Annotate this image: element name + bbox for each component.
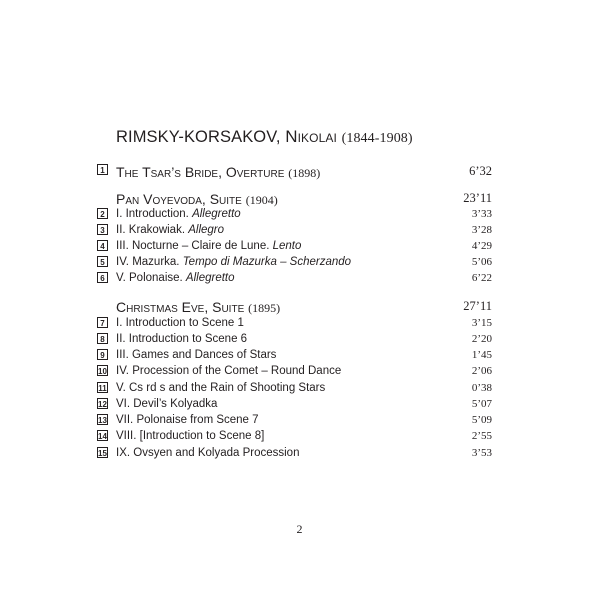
work-year: (1898) [288,166,321,180]
track-duration: 3’15 [471,317,492,329]
track-row [0,164,599,180]
track-row [0,208,599,224]
track-row [0,256,599,272]
track-number-box: 9 [97,349,108,360]
track-number-box: 6 [97,272,108,283]
work-title: Christmas Eve, Suite [116,299,245,315]
track-number-box: 3 [97,224,108,235]
track-title: VI. Devil’s Kolyadka [116,398,218,410]
track-row [0,398,599,414]
track-number-box: 4 [97,240,108,251]
track-duration: 2’20 [471,333,492,345]
work-year: (1904) [245,193,278,207]
track-title: II. Introduction to Scene 6 [116,333,248,345]
track-duration: 6’32 [469,164,492,178]
track-row [0,447,599,463]
tempo-marking: Lento [272,240,302,252]
track-row [0,240,599,256]
track-title [116,208,241,220]
work-heading [0,191,599,207]
track-title: III. Games and Dances of Stars [116,349,277,361]
track-title [116,224,224,236]
track-row [0,365,599,381]
work-duration: 27’11 [463,299,492,313]
track-row [0,349,599,365]
track-number-box: 5 [97,256,108,267]
track-title: I. Introduction to Scene 1 [116,317,244,329]
track-number-box: 7 [97,317,108,328]
track-number-box: 14 [98,432,107,441]
work-title-line [116,191,278,208]
track-duration: 5’09 [471,414,492,426]
work-title: The Tsar’s Bride, Overture [116,164,285,180]
track-row [0,317,599,333]
track-title [116,164,320,181]
track-row [0,430,599,446]
tempo-marking: Tempo di Mazurka – Scherzando [182,256,352,268]
track-title [116,272,235,284]
track-duration: 3’53 [471,447,492,459]
track-duration: 5’06 [471,256,492,268]
movement-title: II. Krakowiak. [116,224,186,236]
track-number-box: 1 [97,164,108,175]
track-number-box: 8 [97,333,108,344]
composer-surname: RIMSKY-KORSAKOV, [116,128,281,146]
track-row [0,224,599,240]
track-row [0,414,599,430]
movement-title: IV. Mazurka. [116,256,180,268]
track-duration: 2’55 [471,430,492,442]
work-duration: 23’11 [463,191,492,205]
track-row [0,382,599,398]
track-title [116,256,351,268]
track-number-box: 2 [97,208,108,219]
track-duration: 5’07 [471,398,492,410]
track-duration: 2’06 [471,365,492,377]
movement-title: I. Introduction. [116,208,189,220]
track-duration: 0’38 [471,382,492,394]
composer-given-name: Nikolai [285,127,337,146]
tempo-marking: Allegretto [185,272,235,284]
track-duration: 3’33 [471,208,492,220]
movement-title: V. Polonaise. [116,272,183,284]
track-duration: 3’28 [471,224,492,236]
track-title: VIII. [Introduction to Scene 8] [116,430,265,442]
track-title: V. Cs rd s and the Rain of Shooting Stars [116,382,326,394]
movement-title: III. Nocturne – Claire de Lune. [116,240,270,252]
work-title-line [116,299,280,316]
track-title: VII. Polonaise from Scene 7 [116,414,259,426]
track-number-box: 11 [98,384,107,393]
track-number-box: 13 [98,416,107,425]
track-row [0,333,599,349]
track-title: IV. Procession of the Comet – Round Dance [116,365,342,377]
track-duration: 4’29 [471,240,492,252]
track-duration: 1’45 [471,349,492,361]
track-title: IX. Ovsyen and Kolyada Procession [116,447,300,459]
tempo-marking: Allegro [188,224,225,236]
page-number: 2 [296,522,303,536]
work-title: Pan Voyevoda, Suite [116,191,242,207]
tempo-marking: Allegretto [192,208,241,220]
work-year: (1895) [248,301,281,315]
track-row [0,272,599,288]
composer-heading [116,127,413,147]
track-number-box: 15 [98,449,107,458]
track-duration: 6’22 [471,272,492,284]
track-number-box: 10 [98,367,107,376]
work-heading [0,299,599,315]
track-number-box: 12 [98,400,107,409]
composer-years: (1844-1908) [341,131,413,146]
track-title [116,240,301,252]
